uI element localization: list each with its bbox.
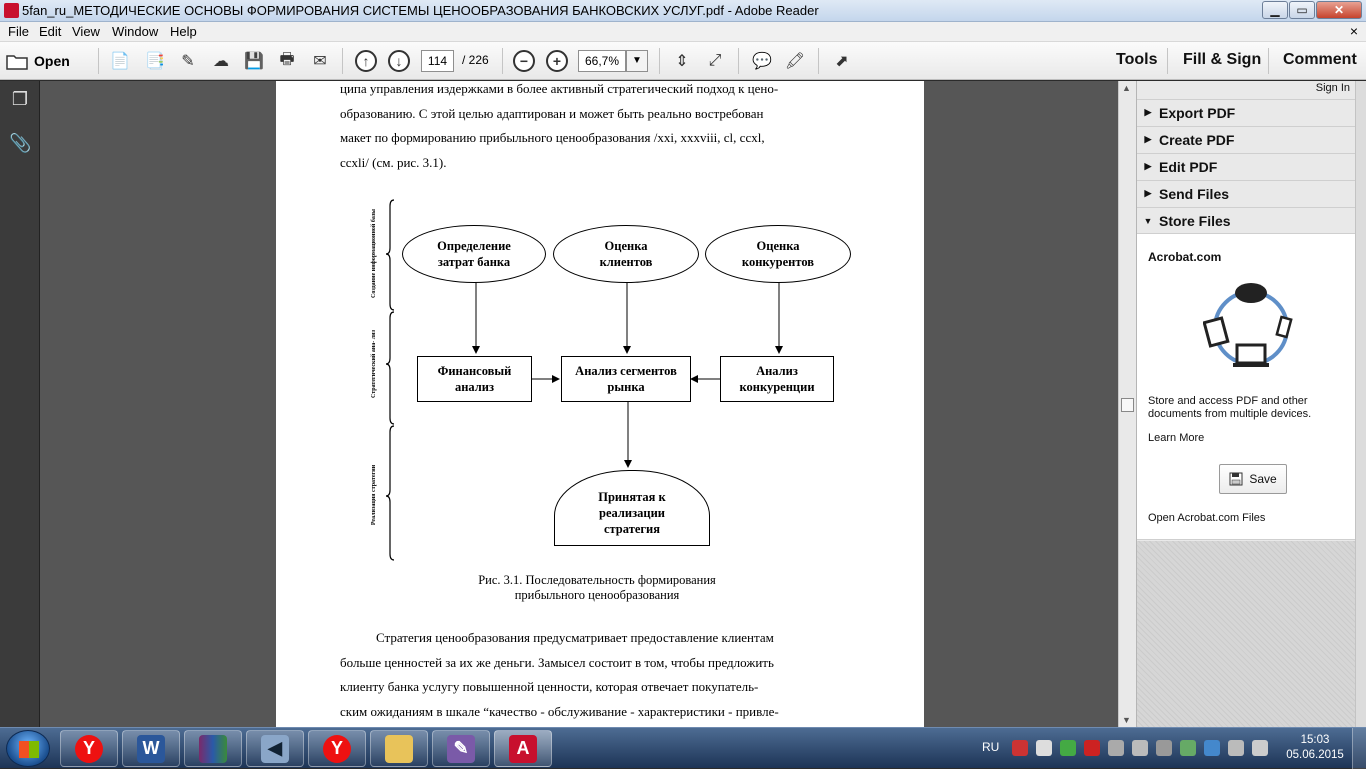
tray-adobe-icon[interactable] [1084, 740, 1100, 756]
panel-export-pdf[interactable] [1137, 99, 1355, 125]
menu-edit[interactable]: Edit [39, 24, 62, 39]
collapse-arrow-icon: ▼ [1143, 215, 1153, 226]
store-files-panel [1137, 233, 1355, 540]
paragraph-bottom [340, 626, 854, 724]
node-label: Принятая к реализации стратегия [598, 490, 666, 536]
figure-caption [340, 573, 854, 603]
highlight-text-icon[interactable]: 🖍 [784, 53, 806, 70]
save-icon[interactable]: 💾 [244, 53, 264, 70]
task-word[interactable] [122, 730, 180, 767]
expand-arrow-icon: ▶ [1144, 161, 1152, 171]
caption-line: прибыльного ценообразования [514, 588, 680, 602]
folder-icon [6, 52, 28, 70]
pdf-page [276, 81, 924, 727]
node-cost-determination [402, 225, 546, 283]
tray-display-icon[interactable] [1132, 740, 1148, 756]
email-icon[interactable]: ✉ [313, 53, 327, 70]
open-acrobat-files-link[interactable]: Open Acrobat.com Files [1148, 512, 1266, 524]
menu-view[interactable]: View [72, 24, 100, 39]
language-indicator[interactable]: RU [982, 740, 1000, 754]
text-line: ским ожиданиям в шкале “качество - обслуживание - характеристики - привле- [340, 703, 779, 719]
start-button[interactable] [6, 730, 50, 767]
menu-file[interactable]: File [8, 24, 29, 39]
cloud-devices-icon [1203, 278, 1299, 374]
node-client-assessment [553, 225, 699, 283]
attachments-paperclip-icon[interactable]: 📎 [9, 133, 32, 153]
fit-page-icon[interactable]: ⇕ [675, 53, 689, 70]
toolbar-separator [659, 48, 660, 74]
menu-help[interactable]: Help [170, 24, 197, 39]
empty-pane-area [1137, 541, 1355, 727]
expand-view-icon[interactable]: ⬈ [835, 53, 849, 70]
clock-time: 15:03 [1300, 734, 1330, 746]
store-description: Store and access PDF and other documents from multiple devices. [1148, 395, 1312, 420]
scroll-up-icon[interactable]: ▲ [1122, 83, 1131, 93]
task-winrar[interactable] [184, 730, 242, 767]
title-bar [0, 0, 1366, 22]
edit-pdf-icon[interactable]: ✎ [181, 53, 195, 70]
node-label: Анализ сегментов рынка [575, 364, 677, 394]
side-label-strategic-analysis: Стратегический ана- лиз [371, 329, 377, 399]
maximize-button[interactable]: ▭ [1289, 1, 1315, 19]
full-screen-fit-icon[interactable]: ⤢ [708, 52, 722, 69]
page-number-input[interactable]: 114 [421, 50, 454, 72]
bracket-strategic-analysis [386, 312, 394, 424]
yandex-browser-icon: Y [323, 735, 351, 763]
node-label: Оценка конкурентов [741, 239, 815, 269]
next-page-icon[interactable]: ↓ [387, 49, 411, 73]
toolbar-separator [738, 48, 739, 74]
caption-line: Рис. 3.1. Последовательность формирования [478, 573, 716, 587]
toolbar-separator [818, 48, 819, 74]
toolbar-separator [502, 48, 503, 74]
task-paint[interactable] [432, 730, 490, 767]
zoom-level-input[interactable]: 66,7% [578, 50, 626, 72]
node-label: Финансовый анализ [437, 364, 512, 394]
toolbar-separator [342, 48, 343, 74]
text-line: ципа управления издержками в более активный стратегический подход к цено- [340, 81, 779, 96]
toolbar [0, 42, 1366, 80]
tools-tab[interactable]: Tools [1116, 51, 1158, 68]
node-competitor-assessment [705, 225, 851, 283]
clock-date: 05.06.2015 [1286, 749, 1344, 761]
zoom-dropdown-chevron-icon[interactable]: ▼ [626, 50, 648, 72]
document-viewer[interactable] [40, 81, 1118, 727]
close-document-icon[interactable]: × [1349, 23, 1358, 39]
winrar-icon [199, 735, 227, 763]
zoom-in-icon[interactable]: + [545, 49, 569, 73]
bracket-info-base [386, 200, 394, 310]
save-label: Save [1249, 472, 1277, 486]
acrobat-com-header: Acrobat.com [1148, 250, 1222, 264]
learn-more-link[interactable]: Learn More [1148, 432, 1205, 444]
word-icon: W [137, 735, 165, 763]
text-line: больше ценностей за их же деньги. Замысел состоит в том, чтобы предложить [340, 654, 774, 670]
create-pdf-icon[interactable]: 📄 [110, 53, 130, 70]
panel-label: Edit PDF [1159, 158, 1218, 175]
document-scrollbar[interactable] [1118, 81, 1136, 727]
combine-files-icon[interactable]: 📑 [145, 53, 165, 70]
panel-create-pdf[interactable] [1137, 126, 1355, 152]
adobe-reader-icon [4, 3, 19, 18]
tray-speaker-icon[interactable] [1156, 740, 1172, 756]
taskbar [0, 727, 1366, 768]
open-button[interactable] [6, 49, 70, 73]
tools-pane-scrollbar[interactable] [1355, 81, 1366, 727]
close-window-button[interactable]: ✕ [1316, 1, 1362, 19]
expand-arrow-icon: ▶ [1144, 107, 1152, 117]
paragraph-top [340, 81, 854, 175]
toolbar-separator [1268, 48, 1269, 74]
save-to-acrobat-button[interactable] [1219, 464, 1287, 494]
minimize-button[interactable]: ▁ [1262, 1, 1288, 19]
save-disk-icon [1229, 472, 1243, 486]
folder-explorer-icon [385, 735, 413, 763]
pencil-app-icon: ✎ [447, 735, 475, 763]
panel-store-files[interactable] [1137, 207, 1355, 233]
panel-label: Store Files [1159, 212, 1231, 229]
text-line: макет по формированию прибыльного ценообразования /xxi, xxxviii, cl, ccxl, [340, 130, 765, 145]
task-media[interactable] [246, 730, 304, 767]
text-line: образованию. С этой целью адаптирован и может быть реально востребован [340, 105, 764, 121]
node-market-segment-analysis [561, 356, 691, 402]
windows-logo-icon [19, 741, 39, 758]
left-navigation-pane [0, 81, 40, 727]
tray-app-icon[interactable] [1036, 740, 1052, 756]
text-line: клиенту банка услугу повышенной ценности, которая отвечает покупатель- [340, 679, 759, 694]
expand-arrow-icon: ▶ [1144, 134, 1152, 144]
sticky-note-icon[interactable]: 💬 [752, 53, 772, 70]
sign-in-link[interactable]: Sign In [1315, 82, 1350, 94]
expand-arrow-icon: ▶ [1144, 188, 1152, 198]
upload-cloud-icon[interactable]: ☁ [213, 53, 229, 70]
zoom-out-icon[interactable]: − [512, 49, 536, 73]
previous-page-icon[interactable]: ↑ [354, 49, 378, 73]
panel-label: Create PDF [1159, 131, 1235, 148]
task-adobe-reader[interactable] [494, 730, 552, 767]
toolbar-separator [1167, 48, 1168, 74]
tray-usb-icon[interactable] [1108, 740, 1124, 756]
node-financial-analysis [417, 356, 532, 402]
window-title: 5fan_ru_МЕТОДИЧЕСКИЕ ОСНОВЫ ФОРМИРОВАНИЯ СИСТЕМЫ ЦЕНООБРАЗОВАНИЯ БАНКОВСКИХ УСЛУГ.pdf - Adobe Reader [22, 3, 819, 18]
comment-tab[interactable]: Comment [1283, 51, 1357, 68]
task-yandex-browser-2[interactable] [308, 730, 366, 767]
tray-app-icon[interactable] [1012, 740, 1028, 756]
tray-network-icon[interactable] [1180, 740, 1196, 756]
clock[interactable] [1285, 733, 1345, 763]
page-total: / 226 [462, 53, 489, 67]
yandex-browser-icon: Y [75, 735, 103, 763]
menu-bar [0, 22, 1366, 42]
tray-sync-icon[interactable] [1060, 740, 1076, 756]
flow-diagram [360, 196, 860, 566]
page-thumbnails-icon[interactable]: ❐ [11, 89, 29, 109]
node-label: Анализ конкуренции [739, 364, 815, 394]
task-yandex-browser[interactable] [60, 730, 118, 767]
open-label: Open [34, 53, 70, 69]
bracket-strategy-implementation [386, 426, 394, 560]
text-line: Стратегия ценообразования предусматривает предоставление клиентам [376, 630, 774, 645]
text-line: ccxli/ (см. рис. 3.1). [340, 154, 447, 170]
panel-send-files[interactable] [1137, 180, 1355, 206]
task-explorer[interactable] [370, 730, 428, 767]
node-competition-analysis [720, 356, 834, 402]
panel-label: Export PDF [1159, 104, 1236, 121]
panel-label: Send Files [1159, 185, 1230, 202]
node-label: Оценка клиентов [599, 239, 653, 269]
side-label-info-base: Создание информационной базы [371, 209, 377, 298]
scrollbar-thumb[interactable] [1121, 398, 1134, 412]
panel-edit-pdf[interactable] [1137, 153, 1355, 179]
tools-pane [1136, 81, 1366, 727]
side-label-strategy-implementation: Реализация стратегии [371, 464, 377, 526]
menu-window[interactable]: Window [112, 24, 159, 39]
speaker-app-icon: ◀ [261, 735, 289, 763]
show-desktop-button[interactable] [1352, 728, 1366, 769]
adobe-reader-icon: A [509, 735, 537, 763]
tray-volume-icon[interactable] [1252, 740, 1268, 756]
tray-flag-icon[interactable] [1228, 740, 1244, 756]
scroll-down-icon[interactable]: ▼ [1122, 715, 1131, 725]
node-label: Определение затрат банка [437, 239, 511, 269]
tray-bluetooth-icon[interactable] [1204, 740, 1220, 756]
print-icon[interactable]: 🖶 [279, 50, 295, 68]
fill-sign-tab[interactable]: Fill & Sign [1183, 51, 1262, 68]
toolbar-separator [98, 48, 99, 74]
